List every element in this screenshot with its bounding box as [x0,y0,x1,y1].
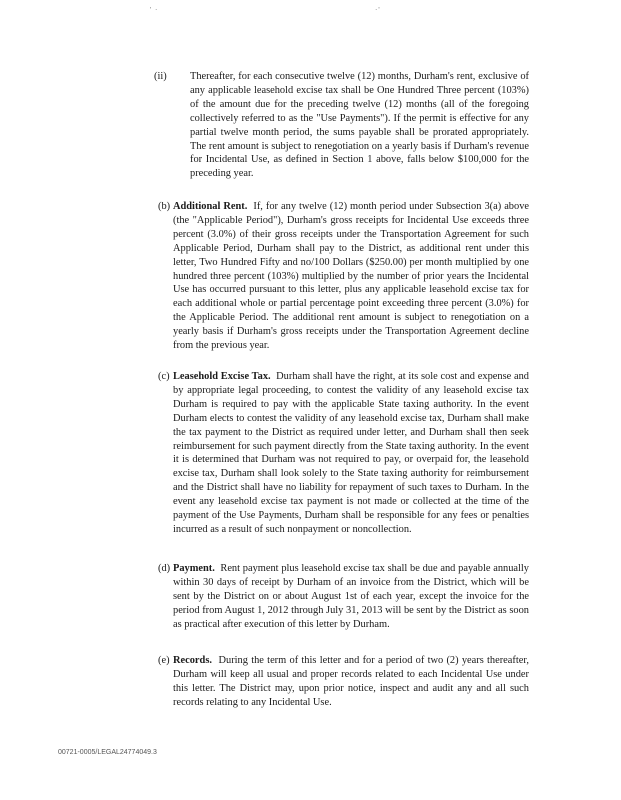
paragraph-text: Rent payment plus leasehold excise tax shall be due and payable annually within 30 days of receipt by Durham of an invoice from the District, which will be sent by the District on or about August 1st of each year, except the invoice for the period from August 1, 2012 through July 31, 2013 will be sent by the District as soon as practical after execution of this letter by Durham. [173,563,529,630]
paragraph-heading: Additional Rent. [173,201,248,212]
item-label: (ii) [154,71,167,82]
paragraph-text: Thereafter, for each consecutive twelve (12) months, Durham's rent, exclusive of any applicable leasehold excise tax shall be One Hundred Three percent (103%) of the amount due for the preceding twelve (12) months (all of the foregoing collectively referred to as the "Use Payments"). If the permit is effective for any partial twelve month period, the sums payable shall be prorated appropriately. The rent amount is subject to renegotiation on a yearly basis if Durham's revenue for Incidental Use, as defined in Section 1 above, falls below $100,000 for the preceding year. [190,71,529,180]
item-label: (e) [158,655,170,666]
header-mark-left: ' · [150,6,159,14]
paragraph-records [173,654,529,710]
item-label: (c) [158,371,170,382]
paragraph-heading: Leasehold Excise Tax. [173,371,271,382]
paragraph-payment [173,562,529,632]
paragraph-leasehold-excise-tax [173,370,529,537]
paragraph-heading: Payment. [173,563,215,574]
document-footer-id: 00721-0005/LEGAL24774049.3 [58,749,157,756]
item-label: (b) [158,201,171,212]
item-label: (d) [158,563,171,574]
paragraph-text: During the term of this letter and for a period of two (2) years thereafter, Durham will keep all usual and proper records related to each Incidental Use under this letter. The District may, upon prior notice, inspect and audit any and all such records relating to any Incidental Use. [173,655,529,708]
paragraph-rent-escalation [190,70,529,181]
paragraph-heading: Records. [173,655,212,666]
paragraph-text: Durham shall have the right, at its sole cost and expense and by appropriate legal proceeding, to contest the validity of any leasehold excise tax Durham is required to pay with the applicable State taxing authority. In the event Durham elects to contest the validity of any leasehold excise tax, Durham shall make the tax payment to the District as required under letter, and Durham shall then seek reimbursement for such payment directly from the State taxing authority. In the event it is determined that Durham was not required to pay, or overpaid for, the leasehold excise tax, Durham shall look solely to the State taxing authority for reimbursement and the District shall have no liability for repayment of such taxes to Durham. In the event any leasehold excise tax payment is not made or collected at the time of the payment of the Use Payments, Durham shall be responsible for any fees or penalties incurred as a result of such nonpayment or noncollection. [173,371,529,535]
paragraph-additional-rent [173,200,529,353]
header-mark-right: ·' [375,6,381,14]
paragraph-text: If, for any twelve (12) month period under Subsection 3(a) above (the "Applicable Period"), Durham's gross receipts for Incidental Use exceeds three percent (3.0%) of their gross receipts under the Transportation Agreement for such Applicable Period, Durham shall pay to the District, as additional rent under this letter, Two Hundred Fifty and no/100 Dollars ($250.00) per month multiplied by one hundred three percent (103%) multiplied by the number of prior years the Incidental Use has occurred pursuant to this letter, plus any applicable leasehold excise tax for each additional whole or partial percentage point exceeding three percent (3.0%) for the Applicable Period. The additional rent amount is subject to renegotiation on a yearly basis if Durham's gross receipts under the Transportation Agreement decline from the previous year. [173,201,529,352]
